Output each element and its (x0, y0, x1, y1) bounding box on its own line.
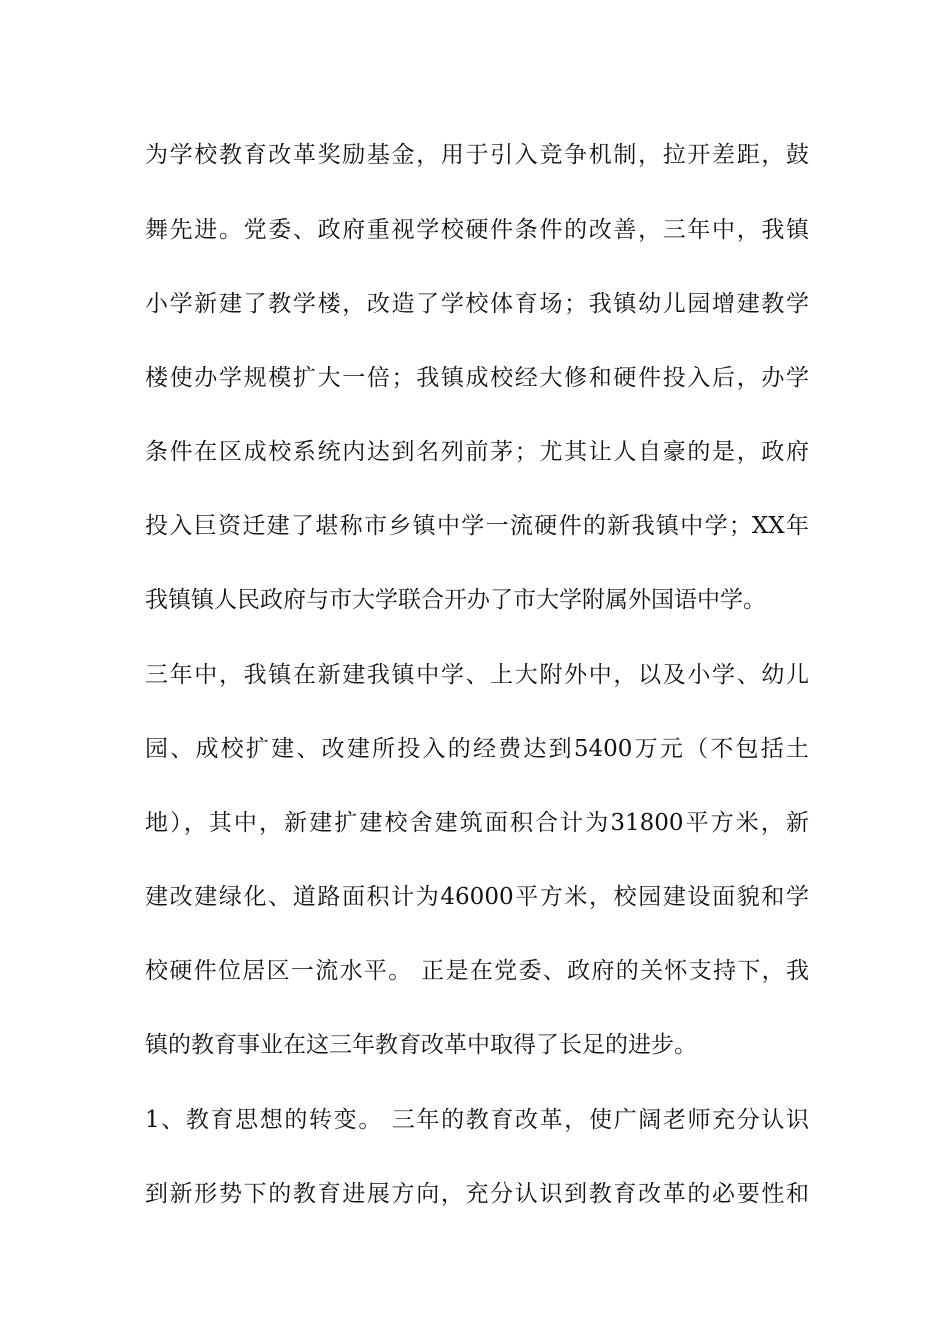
text-line-13: 镇的教育事业在这三年教育改革中取得了长足的进步。 (145, 1032, 697, 1058)
text-line-4: 楼使办学规模扩大一倍；我镇成校经大修和硬件投入后，办学 (145, 365, 809, 391)
text-line-14: 1、教育思想的转变。 三年的教育改革，使广阔老师充分认识 (145, 1107, 809, 1133)
text-line-8: 三年中，我镇在新建我镇中学、上大附外中，以及小学、幼儿 (145, 662, 809, 688)
text-line-3: 小学新建了教学楼，改造了学校体育场；我镇幼儿园增建教学 (145, 291, 809, 317)
text-line-9: 园、成校扩建、改建所投入的经费达到5400万元（不包括土 (145, 736, 809, 762)
text-line-7: 我镇镇人民政府与市大学联合开办了市大学附属外国语中学。 (145, 587, 766, 613)
text-line-10: 地），其中，新建扩建校舍建筑面积合计为31800平方米，新 (145, 810, 809, 836)
text-line-15: 到新形势下的教育进展方向，充分认识到教育改革的必要性和 (145, 1181, 809, 1207)
text-line-1: 为学校教育改革奖励基金，用于引入竞争机制，拉开差距，鼓 (145, 142, 809, 168)
text-line-12: 校硬件位居区一流水平。 正是在党委、政府的关怀支持下，我 (145, 958, 809, 984)
text-line-5: 条件在区成校系统内达到名列前茅；尤其让人自豪的是，政府 (145, 439, 809, 465)
text-line-6: 投入巨资迁建了堪称市乡镇中学一流硬件的新我镇中学；XX年 (145, 513, 809, 539)
text-line-11: 建改建绿化、道路面积计为46000平方米，校园建设面貌和学 (145, 884, 809, 910)
text-line-2: 舞先进。党委、政府重视学校硬件条件的改善，三年中，我镇 (145, 217, 809, 243)
